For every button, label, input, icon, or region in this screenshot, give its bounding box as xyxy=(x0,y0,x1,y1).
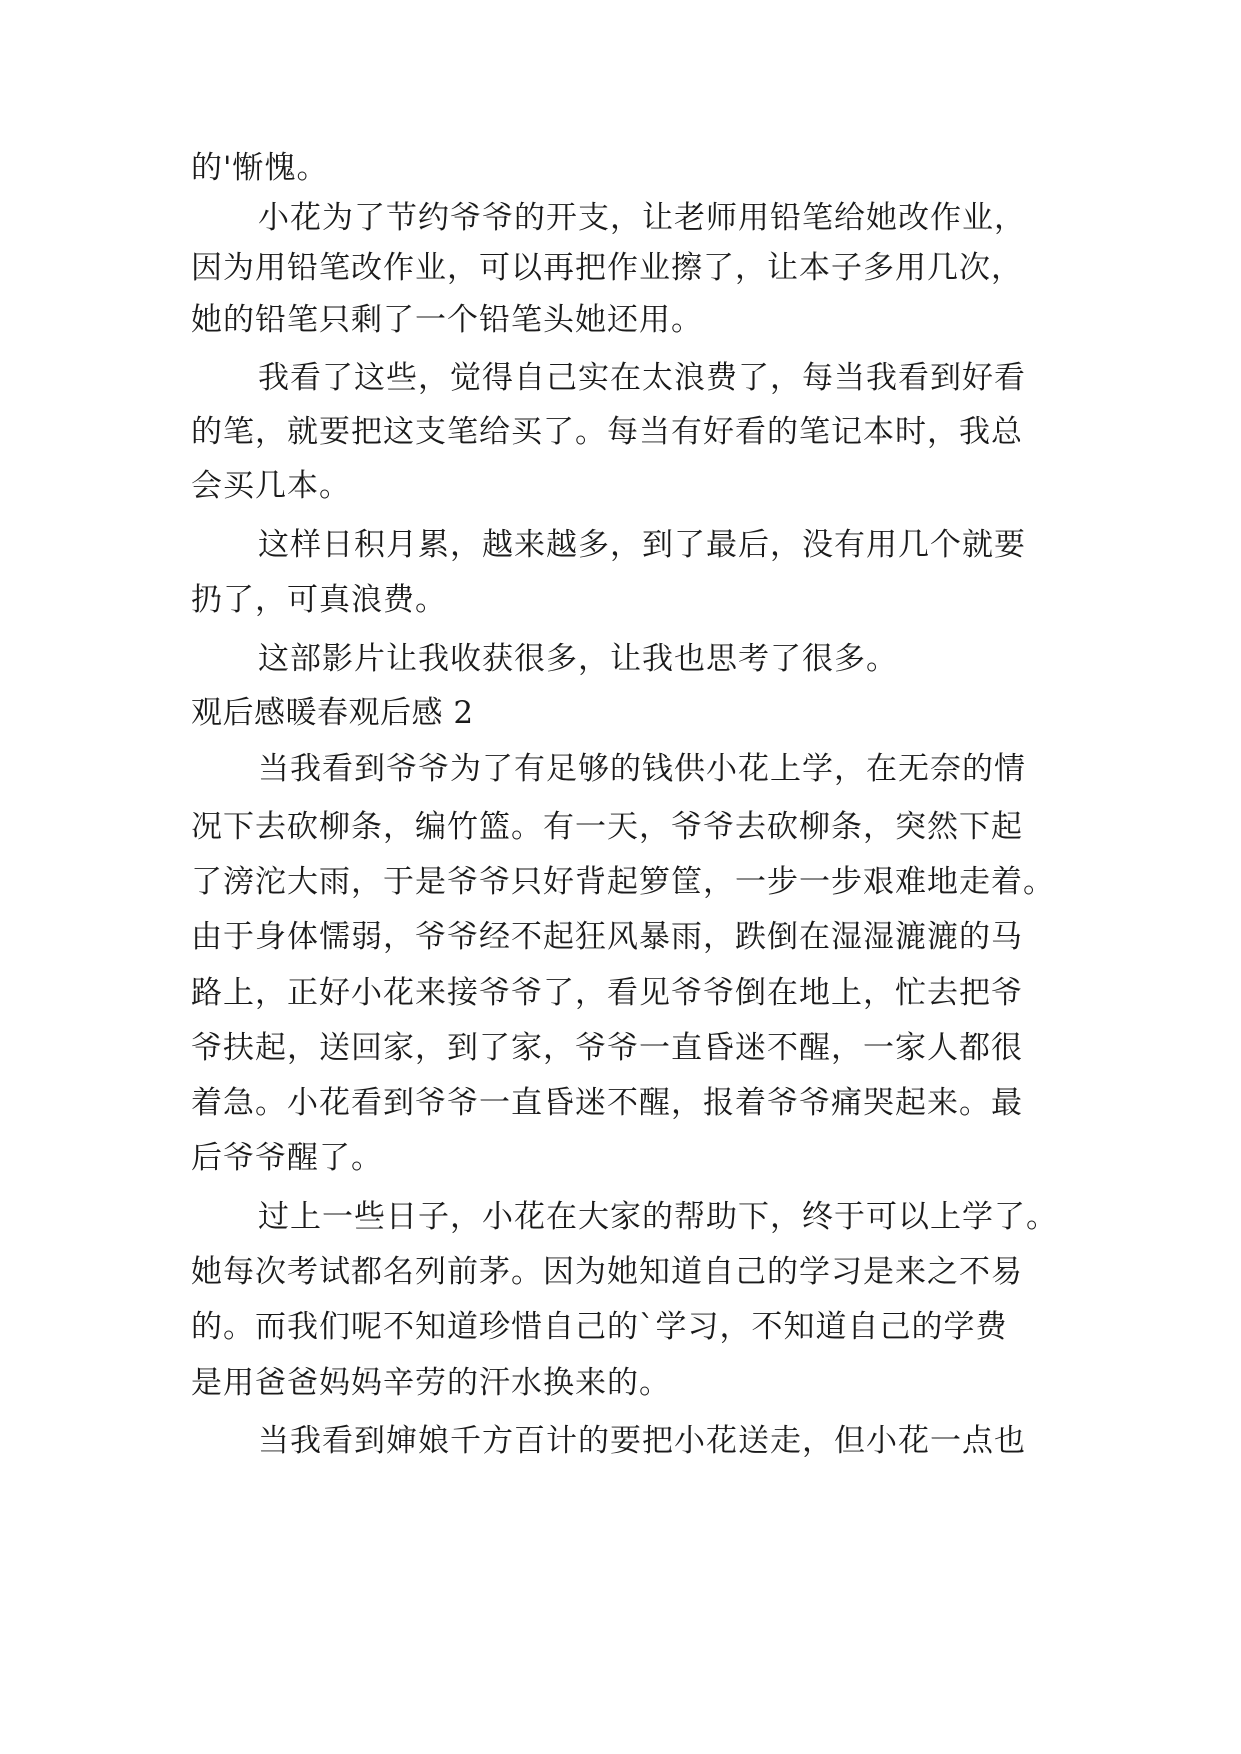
text-line: 况下去砍柳条，编竹篮。有一天，爷爷去砍柳条，突然下起 xyxy=(191,809,1023,845)
paragraph-start-line: 小花为了节约爷爷的开支，让老师用铅笔给她改作业， xyxy=(258,200,1026,236)
paragraph-start-line: 当我看到婶娘千方百计的要把小花送走，但小花一点也 xyxy=(258,1423,1026,1459)
text-line: 由于身体懦弱，爷爷经不起狂风暴雨，跌倒在湿湿漉漉的马 xyxy=(191,919,1023,955)
text-line: 着急。小花看到爷爷一直昏迷不醒，报着爷爷痛哭起来。最 xyxy=(191,1085,1023,1121)
text-line: 她每次考试都名列前茅。因为她知道自己的学习是来之不易 xyxy=(191,1254,1023,1290)
paragraph-start-line: 过上一些日子，小花在大家的帮助下，终于可以上学了。 xyxy=(258,1199,1058,1235)
paragraph-start-line: 我看了这些，觉得自己实在太浪费了，每当我看到好看 xyxy=(258,360,1026,396)
text-line: 是用爸爸妈妈辛劳的汗水换来的。 xyxy=(191,1365,671,1401)
text-line: 后爷爷醒了。 xyxy=(191,1140,383,1176)
text-line: 的笔，就要把这支笔给买了。每当有好看的笔记本时，我总 xyxy=(191,414,1023,450)
text-line: 的'惭愧。 xyxy=(191,150,329,186)
text-line: 爷扶起，送回家，到了家，爷爷一直昏迷不醒，一家人都很 xyxy=(191,1030,1023,1066)
paragraph-start-line: 这样日积月累，越来越多，到了最后，没有用几个就要 xyxy=(258,527,1026,563)
text-line: 扔了，可真浪费。 xyxy=(191,582,447,618)
text-line: 会买几本。 xyxy=(191,468,351,504)
text-line: 的。而我们呢不知道珍惜自己的`学习，不知道自己的学费 xyxy=(191,1309,1008,1345)
text-line: 因为用铅笔改作业，可以再把作业擦了，让本子多用几次， xyxy=(191,250,1023,286)
paragraph-start-line: 当我看到爷爷为了有足够的钱供小花上学，在无奈的情 xyxy=(258,751,1026,787)
paragraph-start-line: 这部影片让我收获很多，让我也思考了很多。 xyxy=(258,641,898,677)
section-heading: 观后感暖春观后感 2 xyxy=(191,695,474,731)
text-line: 了滂沱大雨，于是爷爷只好背起箩筐，一步一步艰难地走着。 xyxy=(191,864,1055,900)
text-line: 路上，正好小花来接爷爷了，看见爷爷倒在地上，忙去把爷 xyxy=(191,975,1023,1011)
text-line: 她的铅笔只剩了一个铅笔头她还用。 xyxy=(191,302,703,338)
